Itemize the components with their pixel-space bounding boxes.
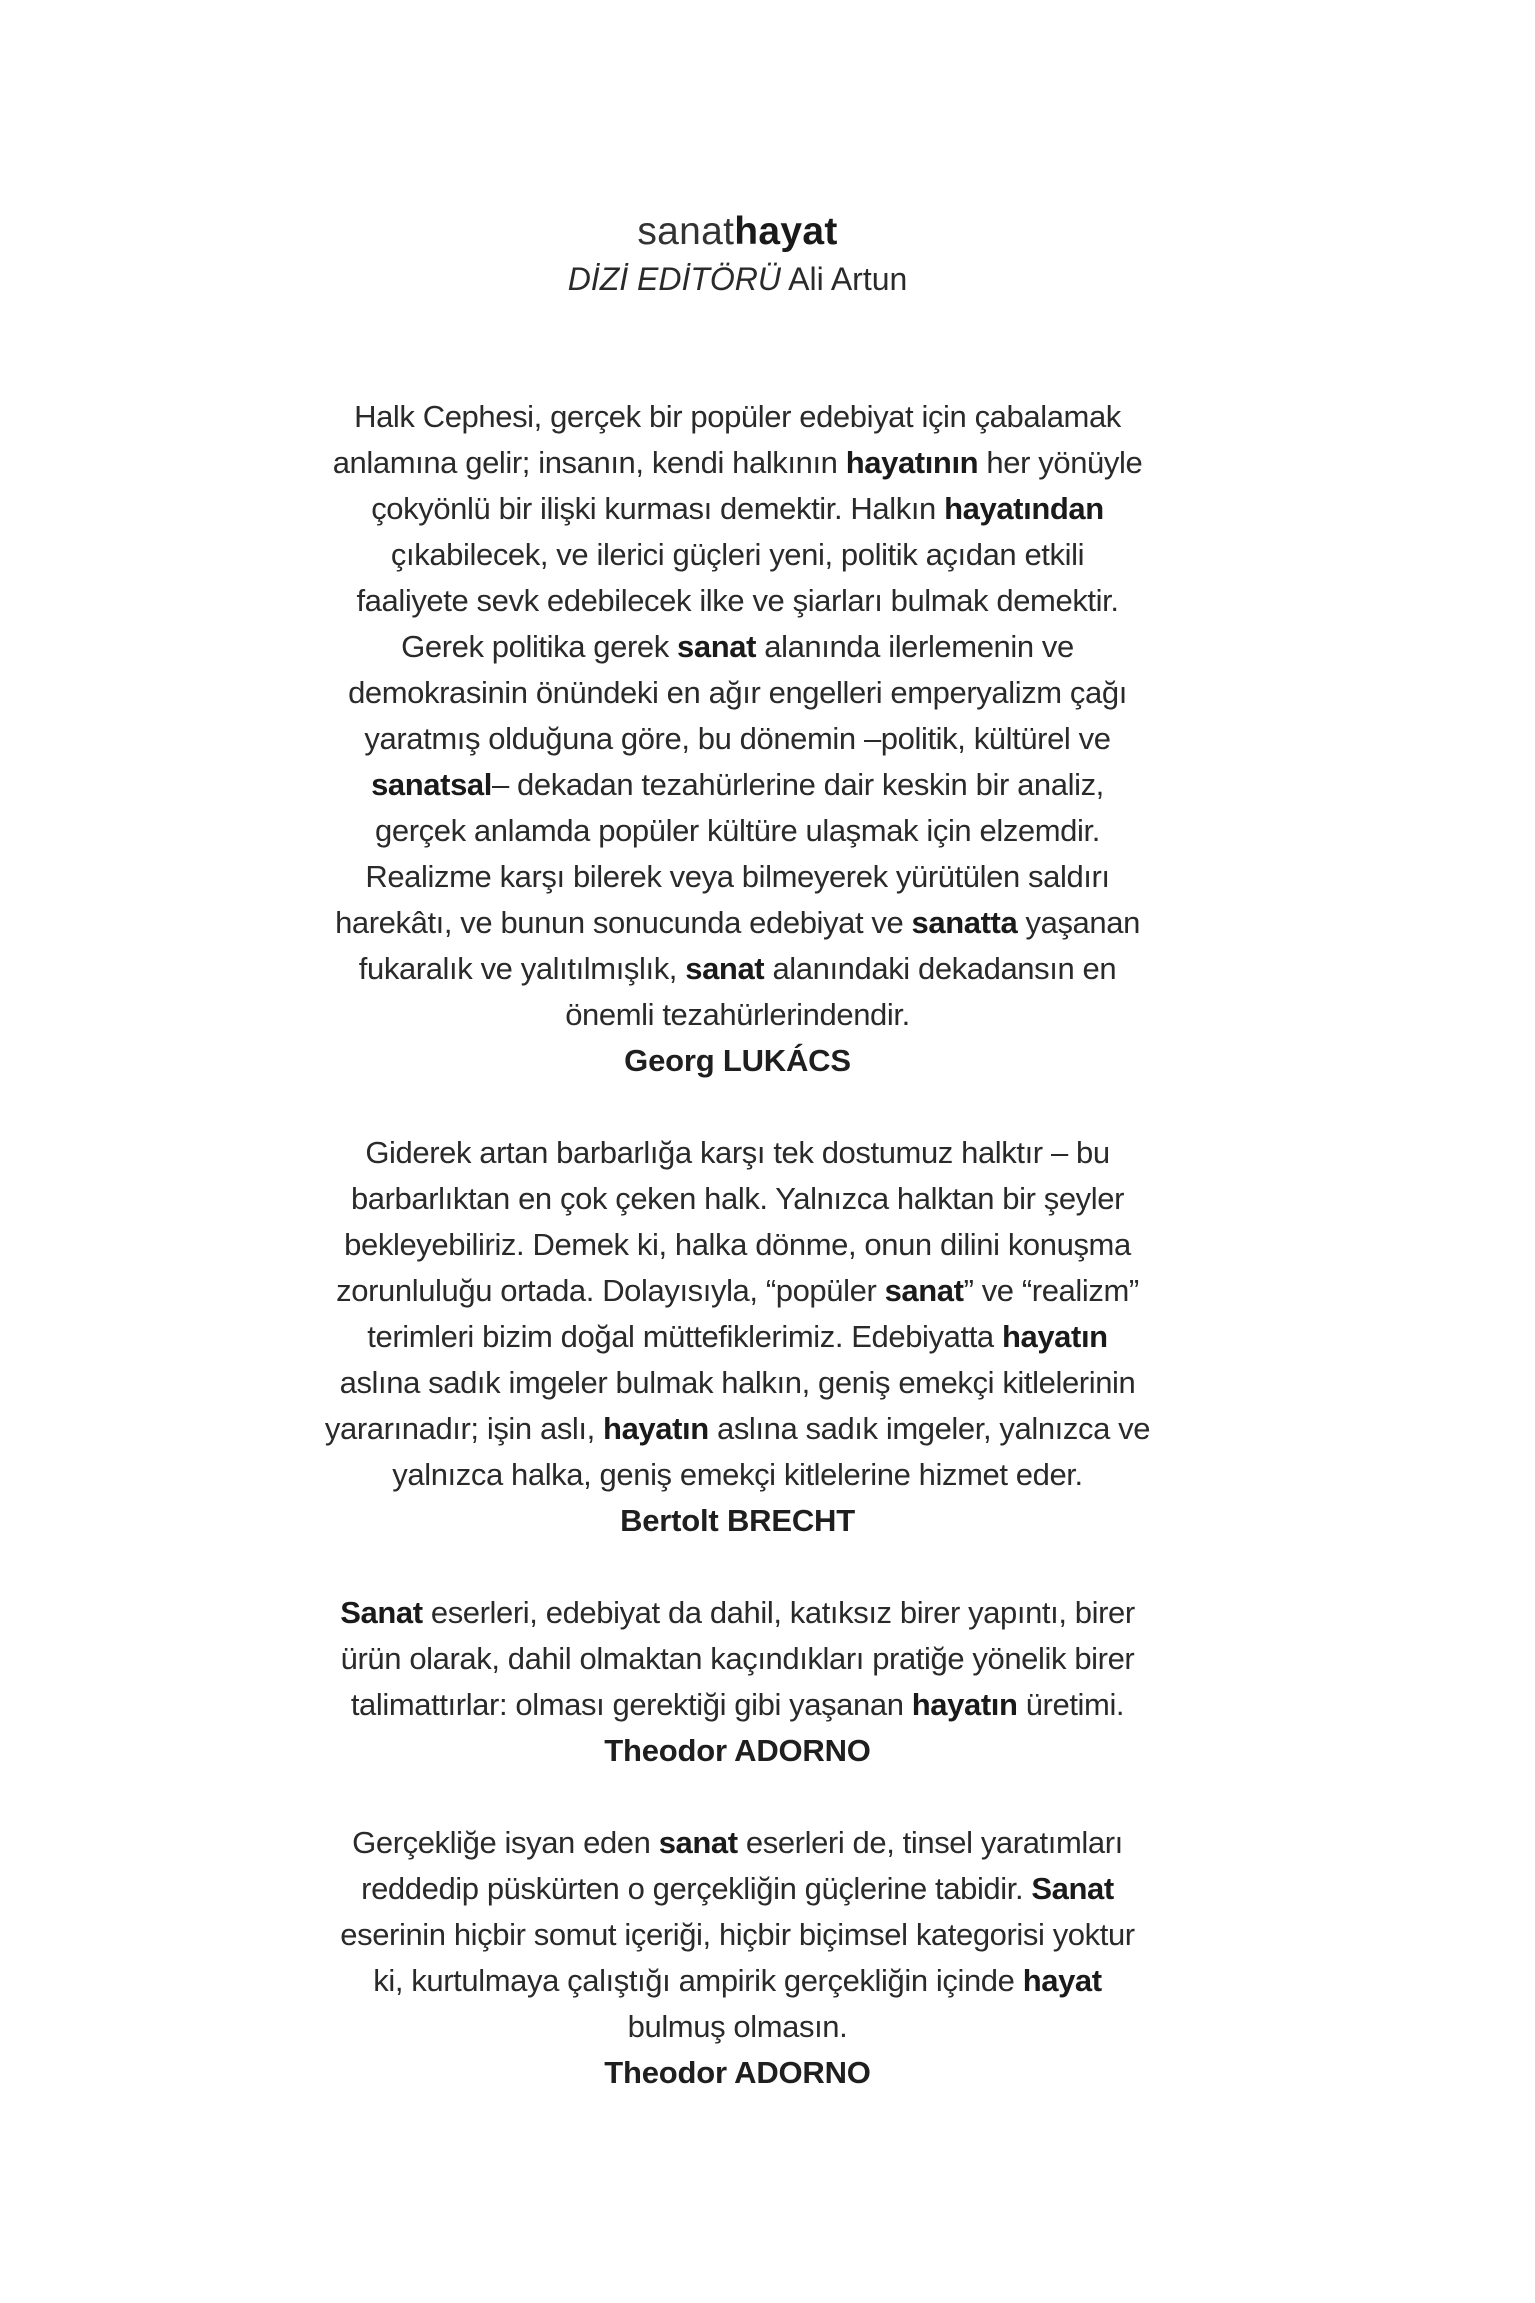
quote-block bbox=[0, 1590, 1475, 1774]
text-segment: talimattırlar: olması gerektiği gibi yaşanan bbox=[350, 1687, 912, 1722]
quote-line bbox=[0, 578, 1475, 624]
emphasized-word: sanat bbox=[677, 629, 757, 664]
quote-line bbox=[0, 1866, 1475, 1912]
text-segment: Halk Cephesi, gerçek bir popüler edebiyat için çabalamak bbox=[354, 399, 1121, 434]
quote-line bbox=[0, 1268, 1475, 1314]
text-segment: bekleyebiliriz. Demek ki, halka dönme, onun dilini konuşma bbox=[344, 1227, 1131, 1262]
text-segment: çıkabilecek, ve ilerici güçleri yeni, politik açıdan etkili bbox=[390, 537, 1085, 572]
emphasized-word: sanat bbox=[685, 951, 765, 986]
text-segment: reddedip püskürten o gerçekliğin güçlerine tabidir. bbox=[361, 1871, 1032, 1906]
quote-line bbox=[0, 1912, 1475, 1958]
quote-line bbox=[0, 1222, 1475, 1268]
text-segment: bulmuş olmasın. bbox=[627, 2009, 848, 2044]
text-segment: terimleri bizim doğal müttefiklerimiz. Edebiyatta bbox=[367, 1319, 1002, 1354]
text-segment: her yönüyle bbox=[978, 445, 1143, 480]
text-segment: eserinin hiçbir somut içeriği, hiçbir biçimsel kategorisi yoktur bbox=[340, 1917, 1135, 1952]
text-segment: alanında ilerlemenin ve bbox=[756, 629, 1074, 664]
emphasized-word: Sanat bbox=[340, 1595, 423, 1630]
quote-line bbox=[0, 1636, 1475, 1682]
quote-line bbox=[0, 670, 1475, 716]
text-segment: faaliyete sevk edebilecek ilke ve şiarları bulmak demektir. bbox=[356, 583, 1119, 618]
quote-author: Georg LUKÁCS bbox=[624, 1043, 851, 1078]
quote-line bbox=[0, 992, 1475, 1038]
editor-role: DİZİ EDİTÖRÜ bbox=[567, 261, 782, 297]
series-title-bold: hayat bbox=[734, 210, 838, 253]
text-segment: barbarlıktan en çok çeken halk. Yalnızca halktan bir şeyler bbox=[350, 1181, 1125, 1216]
text-segment: zorunluluğu ortada. Dolayısıyla, “popüler bbox=[336, 1273, 885, 1308]
emphasized-word: sanat bbox=[884, 1273, 964, 1308]
quote-line bbox=[0, 946, 1475, 992]
quote-line bbox=[0, 1130, 1475, 1176]
emphasized-word: hayat bbox=[1022, 1963, 1102, 1998]
text-segment: yaratmış olduğuna göre, bu dönemin –politik, kültürel ve bbox=[364, 721, 1111, 756]
epigraph-quotes bbox=[0, 394, 1475, 2142]
text-segment: Giderek artan barbarlığa karşı tek dostumuz halktır – bu bbox=[365, 1135, 1110, 1170]
quote-author: Theodor ADORNO bbox=[604, 2055, 871, 2090]
emphasized-word: hayatından bbox=[944, 491, 1104, 526]
text-segment: ” ve “realizm” bbox=[963, 1273, 1139, 1308]
emphasized-word: sanatsal bbox=[371, 767, 492, 802]
quote-line bbox=[0, 394, 1475, 440]
text-segment: aslına sadık imgeler, yalnızca ve bbox=[708, 1411, 1151, 1446]
quote-block bbox=[0, 1820, 1475, 2096]
quote-line bbox=[0, 1452, 1475, 1498]
emphasized-word: hayatının bbox=[845, 445, 979, 480]
quote-line bbox=[0, 1360, 1475, 1406]
text-segment: yararınadır; işin aslı, bbox=[324, 1411, 604, 1446]
emphasized-word: hayatın bbox=[603, 1411, 709, 1446]
quote-line bbox=[0, 854, 1475, 900]
text-segment: üretimi. bbox=[1017, 1687, 1125, 1722]
text-segment: anlamına gelir; insanın, kendi halkının bbox=[332, 445, 846, 480]
quote-line bbox=[0, 808, 1475, 854]
quote-line bbox=[0, 440, 1475, 486]
quote-author: Bertolt BRECHT bbox=[620, 1503, 855, 1538]
text-segment: eserleri, edebiyat da dahil, katıksız birer yapıntı, birer bbox=[422, 1595, 1135, 1630]
editor-name: Ali Artun bbox=[788, 261, 908, 297]
quote-line bbox=[0, 1820, 1475, 1866]
quote-line bbox=[0, 900, 1475, 946]
quote-line bbox=[0, 486, 1475, 532]
quote-line bbox=[0, 716, 1475, 762]
text-segment: Gerek politika gerek bbox=[401, 629, 678, 664]
quote-line bbox=[0, 1176, 1475, 1222]
quote-line bbox=[0, 1314, 1475, 1360]
quote-line bbox=[0, 2004, 1475, 2050]
emphasized-word: sanat bbox=[658, 1825, 738, 1860]
emphasized-word: hayatın bbox=[911, 1687, 1018, 1722]
quote-line bbox=[0, 1406, 1475, 1452]
text-segment: önemli tezahürlerindendir. bbox=[565, 997, 910, 1032]
series-editor bbox=[0, 256, 1475, 302]
text-segment: – dekadan tezahürlerine dair keskin bir analiz, bbox=[491, 767, 1104, 802]
text-segment: harekâtı, ve bunun sonucunda edebiyat ve bbox=[335, 905, 912, 940]
text-segment: Gerçekliğe isyan eden bbox=[352, 1825, 659, 1860]
text-segment: ürün olarak, dahil olmaktan kaçındıkları pratiğe yönelik birer bbox=[340, 1641, 1135, 1676]
text-segment: fukaralık ve yalıtılmışlık, bbox=[358, 951, 686, 986]
emphasized-word: Sanat bbox=[1031, 1871, 1114, 1906]
text-segment: yalnızca halka, geniş emekçi kitlelerine hizmet eder. bbox=[392, 1457, 1083, 1492]
text-segment: ki, kurtulmaya çalıştığı ampirik gerçekliğin içinde bbox=[373, 1963, 1023, 1998]
series-title-light: sanat bbox=[637, 210, 735, 253]
series-title bbox=[0, 204, 1475, 260]
text-segment: aslına sadık imgeler bulmak halkın, geniş emekçi kitlelerinin bbox=[339, 1365, 1136, 1400]
text-segment: yaşanan bbox=[1017, 905, 1140, 940]
text-segment: Realizme karşı bilerek veya bilmeyerek yürütülen saldırı bbox=[365, 859, 1110, 894]
quote-line bbox=[0, 762, 1475, 808]
quote-line bbox=[0, 1958, 1475, 2004]
quote-line bbox=[0, 1682, 1475, 1728]
text-segment: eserleri de, tinsel yaratımları bbox=[737, 1825, 1123, 1860]
quote-line bbox=[0, 532, 1475, 578]
text-segment: demokrasinin önündeki en ağır engelleri emperyalizm çağı bbox=[348, 675, 1127, 710]
quote-line bbox=[0, 624, 1475, 670]
quote-block bbox=[0, 1130, 1475, 1544]
text-segment: çokyönlü bir ilişki kurması demektir. Halkın bbox=[371, 491, 945, 526]
quote-author: Theodor ADORNO bbox=[604, 1733, 871, 1768]
quote-line bbox=[0, 1590, 1475, 1636]
text-segment: gerçek anlamda popüler kültüre ulaşmak için elzemdir. bbox=[375, 813, 1100, 848]
text-segment: alanındaki dekadansın en bbox=[764, 951, 1117, 986]
quote-block bbox=[0, 394, 1475, 1084]
emphasized-word: sanatta bbox=[911, 905, 1018, 940]
emphasized-word: hayatın bbox=[1001, 1319, 1108, 1354]
